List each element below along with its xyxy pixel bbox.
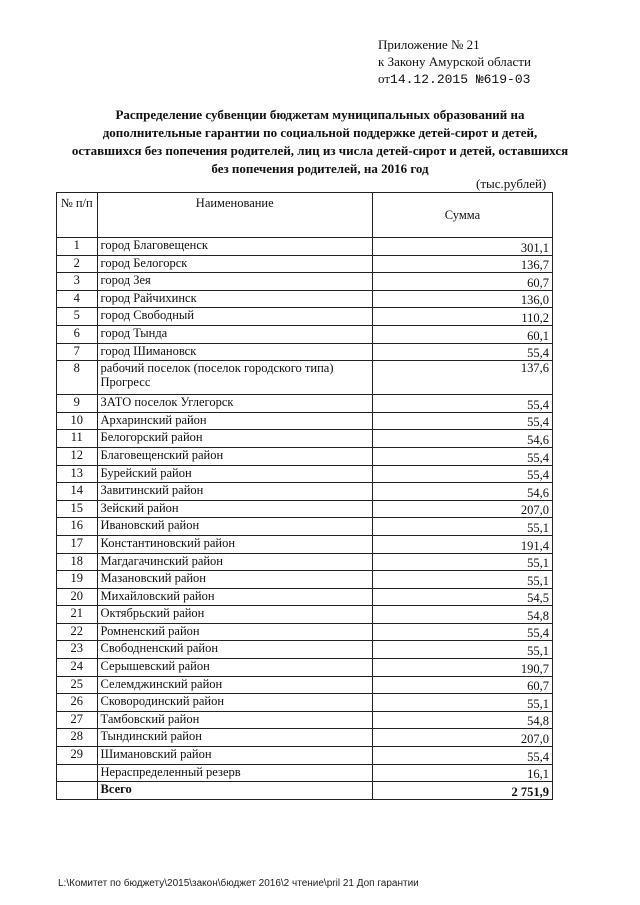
row-name: город Белогорск <box>97 255 372 273</box>
row-sum: 207,0 <box>372 500 552 518</box>
row-num: 9 <box>57 395 98 413</box>
table-row <box>57 483 553 501</box>
table-row <box>57 641 553 659</box>
table-row <box>57 623 553 641</box>
row-name: Нераспределенный резерв <box>97 764 372 782</box>
row-sum: 55,4 <box>372 412 552 430</box>
row-num: 8 <box>57 361 98 395</box>
row-name: Белогорский район <box>97 430 372 448</box>
row-sum: 55,4 <box>372 395 552 413</box>
row-sum: 55,1 <box>372 518 552 536</box>
row-name: город Благовещенск <box>97 238 372 256</box>
units-label: (тыс.рублей) <box>476 176 547 191</box>
row-num: 27 <box>57 711 98 729</box>
row-num: 15 <box>57 500 98 518</box>
row-num: 2 <box>57 255 98 273</box>
header-sum: Сумма <box>372 193 552 238</box>
table-row <box>57 606 553 624</box>
document-title: Распределение субвенции бюджетам муниципальных образований на дополнительные гарантии по социальной поддержке детей-сирот и детей, оставшихся без попечения родителей, лиц из числа детей-сирот и детей, оставшихся без попечения родителей, на 2016 год <box>71 107 569 176</box>
row-sum: 55,4 <box>372 623 552 641</box>
row-num: 19 <box>57 571 98 589</box>
row-num: 17 <box>57 535 98 553</box>
row-name: Шимановский район <box>97 747 372 765</box>
total-label: Всего <box>97 782 372 800</box>
row-sum: 60,7 <box>372 273 552 291</box>
row-num: 23 <box>57 641 98 659</box>
row-name: Благовещенский район <box>97 447 372 465</box>
table-row <box>57 238 553 256</box>
row-sum: 55,4 <box>372 343 552 361</box>
table-row <box>57 729 553 747</box>
row-num: 6 <box>57 325 98 343</box>
row-sum: 55,4 <box>372 747 552 765</box>
row-num: 13 <box>57 465 98 483</box>
table-row <box>57 535 553 553</box>
date-stamp: 14.12.2015 №619-03 <box>390 72 531 87</box>
row-name: Сковородинский район <box>97 694 372 712</box>
header-num: № п/п <box>57 193 98 238</box>
row-sum: 55,4 <box>372 447 552 465</box>
row-sum: 191,4 <box>372 535 552 553</box>
row-sum: 301,1 <box>372 238 552 256</box>
table-row <box>57 290 553 308</box>
appendix-header <box>378 36 578 88</box>
row-num: 20 <box>57 588 98 606</box>
row-name: ЗАТО поселок Углегорск <box>97 395 372 413</box>
total-row <box>57 782 553 800</box>
table-row <box>57 553 553 571</box>
table-header-row <box>57 193 553 238</box>
header-name: Наименование <box>97 193 372 238</box>
table-row <box>57 361 553 395</box>
row-num: 18 <box>57 553 98 571</box>
budget-table <box>56 192 553 800</box>
row-num <box>57 764 98 782</box>
table-row <box>57 273 553 291</box>
row-sum: 54,6 <box>372 430 552 448</box>
appendix-date <box>378 70 578 88</box>
row-name: Константиновский район <box>97 535 372 553</box>
table-row <box>57 518 553 536</box>
row-num: 4 <box>57 290 98 308</box>
table-row <box>57 255 553 273</box>
row-num: 25 <box>57 676 98 694</box>
row-name: город Свободный <box>97 308 372 326</box>
table-row <box>57 447 553 465</box>
row-name: Тындинский район <box>97 729 372 747</box>
table-row <box>57 325 553 343</box>
row-num: 1 <box>57 238 98 256</box>
row-num: 16 <box>57 518 98 536</box>
total-sum: 2 751,9 <box>372 782 552 800</box>
row-num: 28 <box>57 729 98 747</box>
row-name: город Зея <box>97 273 372 291</box>
table-row <box>57 659 553 677</box>
row-name: Тамбовский район <box>97 711 372 729</box>
row-num: 11 <box>57 430 98 448</box>
row-num: 5 <box>57 308 98 326</box>
row-sum: 55,1 <box>372 571 552 589</box>
row-num: 7 <box>57 343 98 361</box>
row-sum: 60,1 <box>372 325 552 343</box>
row-sum: 55,1 <box>372 641 552 659</box>
row-name: Селемджинский район <box>97 676 372 694</box>
row-sum: 190,7 <box>372 659 552 677</box>
table-row <box>57 694 553 712</box>
date-prefix: от <box>378 71 391 86</box>
row-num: 24 <box>57 659 98 677</box>
row-name: Ромненский район <box>97 623 372 641</box>
row-name: Октябрьский район <box>97 606 372 624</box>
table-row <box>57 764 553 782</box>
row-sum: 54,8 <box>372 711 552 729</box>
row-name: город Райчихинск <box>97 290 372 308</box>
row-name: город Шимановск <box>97 343 372 361</box>
row-name: Серышевский район <box>97 659 372 677</box>
row-sum: 54,5 <box>372 588 552 606</box>
row-sum: 110,2 <box>372 308 552 326</box>
table-row <box>57 465 553 483</box>
file-path-footer: L:\Комитет по бюджету\2015\закон\бюджет 2016\2 чтение\pril 21 Доп гарантии <box>58 878 419 889</box>
row-name: Магдагачинский район <box>97 553 372 571</box>
table-row <box>57 747 553 765</box>
row-sum: 55,1 <box>372 553 552 571</box>
row-sum: 136,7 <box>372 255 552 273</box>
appendix-law: к Закону Амурской области <box>378 54 531 69</box>
row-sum: 54,6 <box>372 483 552 501</box>
row-sum: 136,0 <box>372 290 552 308</box>
table-row <box>57 308 553 326</box>
table-row <box>57 500 553 518</box>
row-name: город Тында <box>97 325 372 343</box>
row-num: 14 <box>57 483 98 501</box>
table-row <box>57 395 553 413</box>
row-sum: 60,7 <box>372 676 552 694</box>
row-name: Свободненский район <box>97 641 372 659</box>
appendix-number: Приложение № 21 <box>378 37 480 52</box>
row-sum: 55,1 <box>372 694 552 712</box>
row-num: 12 <box>57 447 98 465</box>
row-name: Зейский район <box>97 500 372 518</box>
row-name: Ивановский район <box>97 518 372 536</box>
row-name: Завитинский район <box>97 483 372 501</box>
table-row <box>57 343 553 361</box>
row-name: Мазановский район <box>97 571 372 589</box>
row-sum: 207,0 <box>372 729 552 747</box>
row-sum: 54,8 <box>372 606 552 624</box>
table-row <box>57 571 553 589</box>
total-num <box>57 782 98 800</box>
row-name: Михайловский район <box>97 588 372 606</box>
table-row <box>57 676 553 694</box>
row-num: 29 <box>57 747 98 765</box>
row-num: 10 <box>57 412 98 430</box>
row-sum: 55,4 <box>372 465 552 483</box>
table-row <box>57 412 553 430</box>
row-num: 21 <box>57 606 98 624</box>
table-row <box>57 588 553 606</box>
row-num: 26 <box>57 694 98 712</box>
row-sum: 16,1 <box>372 764 552 782</box>
table-row <box>57 711 553 729</box>
row-num: 3 <box>57 273 98 291</box>
row-num: 22 <box>57 623 98 641</box>
row-sum: 137,6 <box>372 361 552 395</box>
row-name: Бурейский район <box>97 465 372 483</box>
row-name: Архаринский район <box>97 412 372 430</box>
table-row <box>57 430 553 448</box>
row-name: рабочий поселок (поселок городского типа) Прогресс <box>97 361 372 395</box>
